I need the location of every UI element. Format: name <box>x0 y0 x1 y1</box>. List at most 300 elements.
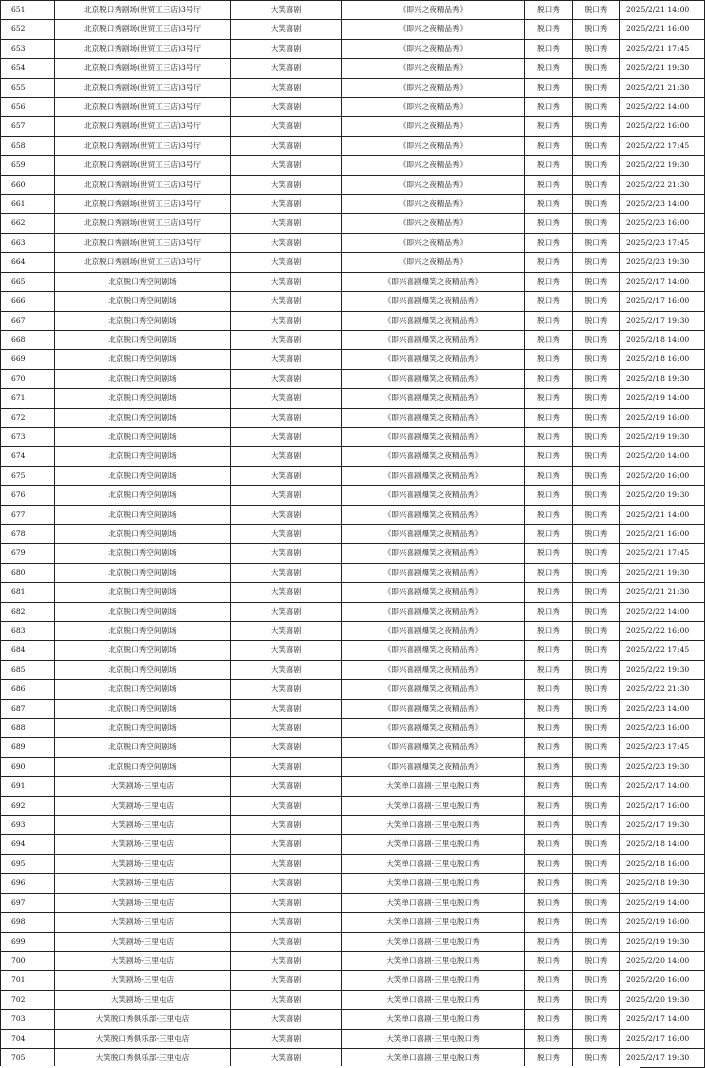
show-title-cell: 大笑单口喜剧·三里屯脱口秀 <box>342 874 525 893</box>
datetime-cell: 2025/2/17 14:00 <box>620 777 705 796</box>
subcategory-cell: 脱口秀 <box>573 893 620 912</box>
organizer-cell: 大笑喜剧 <box>231 486 342 505</box>
table-row <box>1 272 705 291</box>
organizer-cell: 大笑喜剧 <box>231 369 342 388</box>
table-row <box>1 369 705 388</box>
show-title-cell: 大笑单口喜剧·三里屯脱口秀 <box>342 893 525 912</box>
table-row <box>1 136 705 155</box>
show-title-cell: 《即兴喜剧爆笑之夜精品秀》 <box>342 466 525 485</box>
subcategory-cell: 脱口秀 <box>573 816 620 835</box>
organizer-cell: 大笑喜剧 <box>231 1029 342 1048</box>
subcategory-cell: 脱口秀 <box>573 835 620 854</box>
datetime-cell: 2025/2/21 17:45 <box>620 39 705 58</box>
row-number-cell: 670 <box>1 369 55 388</box>
show-title-cell: 《即兴之夜精品秀》 <box>342 233 525 252</box>
subcategory-cell: 脱口秀 <box>573 59 620 78</box>
row-number-cell: 675 <box>1 466 55 485</box>
organizer-cell: 大笑喜剧 <box>231 874 342 893</box>
subcategory-cell: 脱口秀 <box>573 641 620 660</box>
table-row <box>1 117 705 136</box>
show-title-cell: 大笑单口喜剧·三里屯脱口秀 <box>342 835 525 854</box>
venue-cell: 大笑剧场-三里屯店 <box>55 874 231 893</box>
subcategory-cell: 脱口秀 <box>573 233 620 252</box>
category-cell: 脱口秀 <box>525 505 573 524</box>
table-row <box>1 59 705 78</box>
subcategory-cell: 脱口秀 <box>573 350 620 369</box>
row-number-cell: 691 <box>1 777 55 796</box>
venue-cell: 北京脱口秀剧场(世贸工三店)3号厅 <box>55 39 231 58</box>
organizer-cell: 大笑喜剧 <box>231 990 342 1009</box>
row-number-cell: 662 <box>1 214 55 233</box>
row-number-cell: 652 <box>1 20 55 39</box>
table-row <box>1 1010 705 1029</box>
organizer-cell: 大笑喜剧 <box>231 39 342 58</box>
organizer-cell: 大笑喜剧 <box>231 563 342 582</box>
category-cell: 脱口秀 <box>525 757 573 776</box>
venue-cell: 大笑脱口秀俱乐部-三里屯店 <box>55 1010 231 1029</box>
subcategory-cell: 脱口秀 <box>573 660 620 679</box>
row-number-cell: 661 <box>1 195 55 214</box>
subcategory-cell: 脱口秀 <box>573 951 620 970</box>
venue-cell: 大笑剧场-三里屯店 <box>55 893 231 912</box>
row-number-cell: 688 <box>1 719 55 738</box>
row-number-cell: 677 <box>1 505 55 524</box>
venue-cell: 北京脱口秀剧场(世贸工三店)3号厅 <box>55 156 231 175</box>
category-cell: 脱口秀 <box>525 447 573 466</box>
datetime-cell: 2025/2/18 16:00 <box>620 350 705 369</box>
venue-cell: 北京脱口秀空间剧场 <box>55 544 231 563</box>
organizer-cell: 大笑喜剧 <box>231 233 342 252</box>
subcategory-cell: 脱口秀 <box>573 971 620 990</box>
category-cell: 脱口秀 <box>525 136 573 155</box>
table-row <box>1 913 705 932</box>
row-number-cell: 673 <box>1 427 55 446</box>
category-cell: 脱口秀 <box>525 20 573 39</box>
row-number-cell: 696 <box>1 874 55 893</box>
datetime-cell: 2025/2/21 17:45 <box>620 544 705 563</box>
datetime-cell: 2025/2/23 16:00 <box>620 214 705 233</box>
subcategory-cell: 脱口秀 <box>573 932 620 951</box>
venue-cell: 北京脱口秀剧场(世贸工三店)3号厅 <box>55 98 231 117</box>
venue-cell: 北京脱口秀空间剧场 <box>55 350 231 369</box>
subcategory-cell: 脱口秀 <box>573 214 620 233</box>
table-row <box>1 854 705 873</box>
datetime-cell: 2025/2/22 16:00 <box>620 622 705 641</box>
venue-cell: 大笑剧场-三里屯店 <box>55 835 231 854</box>
show-title-cell: 《即兴喜剧爆笑之夜精品秀》 <box>342 719 525 738</box>
row-number-cell: 679 <box>1 544 55 563</box>
category-cell: 脱口秀 <box>525 893 573 912</box>
subcategory-cell: 脱口秀 <box>573 78 620 97</box>
show-title-cell: 《即兴之夜精品秀》 <box>342 117 525 136</box>
row-number-cell: 683 <box>1 622 55 641</box>
organizer-cell: 大笑喜剧 <box>231 447 342 466</box>
row-number-cell: 699 <box>1 932 55 951</box>
organizer-cell: 大笑喜剧 <box>231 835 342 854</box>
subcategory-cell: 脱口秀 <box>573 98 620 117</box>
datetime-cell: 2025/2/21 14:00 <box>620 505 705 524</box>
show-title-cell: 《即兴之夜精品秀》 <box>342 59 525 78</box>
venue-cell: 北京脱口秀空间剧场 <box>55 699 231 718</box>
category-cell: 脱口秀 <box>525 330 573 349</box>
table-row <box>1 447 705 466</box>
venue-cell: 大笑剧场-三里屯店 <box>55 913 231 932</box>
organizer-cell: 大笑喜剧 <box>231 389 342 408</box>
subcategory-cell: 脱口秀 <box>573 1 620 20</box>
venue-cell: 北京脱口秀剧场(世贸工三店)3号厅 <box>55 136 231 155</box>
row-number-cell: 678 <box>1 524 55 543</box>
table-row <box>1 738 705 757</box>
show-title-cell: 《即兴喜剧爆笑之夜精品秀》 <box>342 544 525 563</box>
datetime-cell: 2025/2/22 14:00 <box>620 98 705 117</box>
venue-cell: 大笑脱口秀俱乐部-三里屯店 <box>55 1048 231 1067</box>
subcategory-cell: 脱口秀 <box>573 777 620 796</box>
table-row <box>1 389 705 408</box>
category-cell: 脱口秀 <box>525 1048 573 1067</box>
venue-cell: 北京脱口秀剧场(世贸工三店)3号厅 <box>55 195 231 214</box>
organizer-cell: 大笑喜剧 <box>231 1010 342 1029</box>
row-number-cell: 665 <box>1 272 55 291</box>
row-number-cell: 674 <box>1 447 55 466</box>
venue-cell: 北京脱口秀空间剧场 <box>55 505 231 524</box>
category-cell: 脱口秀 <box>525 854 573 873</box>
venue-cell: 大笑剧场-三里屯店 <box>55 796 231 815</box>
table-row <box>1 253 705 272</box>
table-row <box>1 330 705 349</box>
show-title-cell: 《即兴喜剧爆笑之夜精品秀》 <box>342 699 525 718</box>
category-cell: 脱口秀 <box>525 602 573 621</box>
show-title-cell: 大笑单口喜剧·三里屯脱口秀 <box>342 1048 525 1067</box>
category-cell: 脱口秀 <box>525 990 573 1009</box>
subcategory-cell: 脱口秀 <box>573 117 620 136</box>
category-cell: 脱口秀 <box>525 195 573 214</box>
show-title-cell: 《即兴喜剧爆笑之夜精品秀》 <box>342 738 525 757</box>
datetime-cell: 2025/2/22 17:45 <box>620 641 705 660</box>
table-row <box>1 486 705 505</box>
show-title-cell: 大笑单口喜剧·三里屯脱口秀 <box>342 932 525 951</box>
venue-cell: 北京脱口秀空间剧场 <box>55 563 231 582</box>
organizer-cell: 大笑喜剧 <box>231 272 342 291</box>
table-row <box>1 951 705 970</box>
venue-cell: 大笑剧场-三里屯店 <box>55 951 231 970</box>
row-number-cell: 687 <box>1 699 55 718</box>
subcategory-cell: 脱口秀 <box>573 272 620 291</box>
show-title-cell: 《即兴喜剧爆笑之夜精品秀》 <box>342 486 525 505</box>
row-number-cell: 705 <box>1 1048 55 1067</box>
category-cell: 脱口秀 <box>525 1 573 20</box>
table-row <box>1 20 705 39</box>
category-cell: 脱口秀 <box>525 835 573 854</box>
subcategory-cell: 脱口秀 <box>573 447 620 466</box>
category-cell: 脱口秀 <box>525 427 573 446</box>
subcategory-cell: 脱口秀 <box>573 389 620 408</box>
show-title-cell: 《即兴喜剧爆笑之夜精品秀》 <box>342 447 525 466</box>
organizer-cell: 大笑喜剧 <box>231 971 342 990</box>
show-title-cell: 大笑单口喜剧·三里屯脱口秀 <box>342 816 525 835</box>
table-row <box>1 311 705 330</box>
category-cell: 脱口秀 <box>525 98 573 117</box>
subcategory-cell: 脱口秀 <box>573 1010 620 1029</box>
row-number-cell: 698 <box>1 913 55 932</box>
category-cell: 脱口秀 <box>525 59 573 78</box>
organizer-cell: 大笑喜剧 <box>231 195 342 214</box>
row-number-cell: 663 <box>1 233 55 252</box>
datetime-cell: 2025/2/18 14:00 <box>620 835 705 854</box>
organizer-cell: 大笑喜剧 <box>231 699 342 718</box>
table-row <box>1 641 705 660</box>
row-number-cell: 653 <box>1 39 55 58</box>
table-row <box>1 816 705 835</box>
datetime-cell: 2025/2/21 16:00 <box>620 20 705 39</box>
category-cell: 脱口秀 <box>525 311 573 330</box>
datetime-cell: 2025/2/22 19:30 <box>620 660 705 679</box>
table-row <box>1 796 705 815</box>
subcategory-cell: 脱口秀 <box>573 505 620 524</box>
category-cell: 脱口秀 <box>525 253 573 272</box>
subcategory-cell: 脱口秀 <box>573 544 620 563</box>
organizer-cell: 大笑喜剧 <box>231 1 342 20</box>
organizer-cell: 大笑喜剧 <box>231 913 342 932</box>
organizer-cell: 大笑喜剧 <box>231 466 342 485</box>
datetime-cell: 2025/2/21 16:00 <box>620 524 705 543</box>
venue-cell: 北京脱口秀空间剧场 <box>55 660 231 679</box>
subcategory-cell: 脱口秀 <box>573 563 620 582</box>
organizer-cell: 大笑喜剧 <box>231 932 342 951</box>
category-cell: 脱口秀 <box>525 544 573 563</box>
show-title-cell: 《即兴喜剧爆笑之夜精品秀》 <box>342 563 525 582</box>
category-cell: 脱口秀 <box>525 117 573 136</box>
subcategory-cell: 脱口秀 <box>573 757 620 776</box>
subcategory-cell: 脱口秀 <box>573 136 620 155</box>
category-cell: 脱口秀 <box>525 680 573 699</box>
venue-cell: 北京脱口秀空间剧场 <box>55 408 231 427</box>
show-title-cell: 《即兴喜剧爆笑之夜精品秀》 <box>342 350 525 369</box>
table-row <box>1 214 705 233</box>
row-number-cell: 694 <box>1 835 55 854</box>
organizer-cell: 大笑喜剧 <box>231 350 342 369</box>
table-row <box>1 680 705 699</box>
show-title-cell: 《即兴之夜精品秀》 <box>342 156 525 175</box>
row-number-cell: 676 <box>1 486 55 505</box>
row-number-cell: 654 <box>1 59 55 78</box>
table-row <box>1 835 705 854</box>
category-cell: 脱口秀 <box>525 583 573 602</box>
datetime-cell: 2025/2/18 19:30 <box>620 369 705 388</box>
table-row <box>1 874 705 893</box>
subcategory-cell: 脱口秀 <box>573 175 620 194</box>
subcategory-cell: 脱口秀 <box>573 913 620 932</box>
datetime-cell: 2025/2/17 14:00 <box>620 1010 705 1029</box>
show-title-cell: 大笑单口喜剧·三里屯脱口秀 <box>342 1010 525 1029</box>
organizer-cell: 大笑喜剧 <box>231 1048 342 1067</box>
category-cell: 脱口秀 <box>525 466 573 485</box>
datetime-cell: 2025/2/21 21:30 <box>620 583 705 602</box>
show-title-cell: 《即兴喜剧爆笑之夜精品秀》 <box>342 583 525 602</box>
row-number-cell: 659 <box>1 156 55 175</box>
venue-cell: 北京脱口秀剧场(世贸工三店)3号厅 <box>55 253 231 272</box>
organizer-cell: 大笑喜剧 <box>231 524 342 543</box>
datetime-cell: 2025/2/17 19:30 <box>620 816 705 835</box>
table-row <box>1 505 705 524</box>
show-title-cell: 《即兴喜剧爆笑之夜精品秀》 <box>342 311 525 330</box>
show-title-cell: 《即兴喜剧爆笑之夜精品秀》 <box>342 660 525 679</box>
subcategory-cell: 脱口秀 <box>573 680 620 699</box>
venue-cell: 北京脱口秀剧场(世贸工三店)3号厅 <box>55 1 231 20</box>
show-title-cell: 《即兴之夜精品秀》 <box>342 1 525 20</box>
show-title-cell: 大笑单口喜剧·三里屯脱口秀 <box>342 796 525 815</box>
organizer-cell: 大笑喜剧 <box>231 602 342 621</box>
row-number-cell: 671 <box>1 389 55 408</box>
datetime-cell: 2025/2/19 19:30 <box>620 427 705 446</box>
table-row <box>1 1029 705 1048</box>
category-cell: 脱口秀 <box>525 350 573 369</box>
datetime-cell: 2025/2/23 17:45 <box>620 738 705 757</box>
show-title-cell: 《即兴喜剧爆笑之夜精品秀》 <box>342 389 525 408</box>
show-title-cell: 《即兴喜剧爆笑之夜精品秀》 <box>342 524 525 543</box>
venue-cell: 北京脱口秀空间剧场 <box>55 466 231 485</box>
show-title-cell: 《即兴喜剧爆笑之夜精品秀》 <box>342 330 525 349</box>
table-row <box>1 156 705 175</box>
datetime-cell: 2025/2/17 16:00 <box>620 292 705 311</box>
organizer-cell: 大笑喜剧 <box>231 660 342 679</box>
category-cell: 脱口秀 <box>525 524 573 543</box>
venue-cell: 北京脱口秀剧场(世贸工三店)3号厅 <box>55 78 231 97</box>
datetime-cell: 2025/2/17 19:30 <box>620 311 705 330</box>
datetime-cell: 2025/2/17 14:00 <box>620 272 705 291</box>
show-title-cell: 大笑单口喜剧·三里屯脱口秀 <box>342 854 525 873</box>
organizer-cell: 大笑喜剧 <box>231 156 342 175</box>
datetime-cell: 2025/2/22 19:30 <box>620 156 705 175</box>
venue-cell: 北京脱口秀空间剧场 <box>55 719 231 738</box>
show-title-cell: 大笑单口喜剧·三里屯脱口秀 <box>342 913 525 932</box>
table-row <box>1 175 705 194</box>
venue-cell: 北京脱口秀剧场(世贸工三店)3号厅 <box>55 175 231 194</box>
table-row <box>1 699 705 718</box>
organizer-cell: 大笑喜剧 <box>231 136 342 155</box>
datetime-cell: 2025/2/22 14:00 <box>620 602 705 621</box>
table-row <box>1 98 705 117</box>
organizer-cell: 大笑喜剧 <box>231 117 342 136</box>
table-row <box>1 893 705 912</box>
organizer-cell: 大笑喜剧 <box>231 175 342 194</box>
table-row <box>1 757 705 776</box>
venue-cell: 北京脱口秀空间剧场 <box>55 272 231 291</box>
organizer-cell: 大笑喜剧 <box>231 214 342 233</box>
show-title-cell: 大笑单口喜剧·三里屯脱口秀 <box>342 951 525 970</box>
row-number-cell: 685 <box>1 660 55 679</box>
show-title-cell: 《即兴喜剧爆笑之夜精品秀》 <box>342 272 525 291</box>
organizer-cell: 大笑喜剧 <box>231 78 342 97</box>
category-cell: 脱口秀 <box>525 1010 573 1029</box>
organizer-cell: 大笑喜剧 <box>231 757 342 776</box>
row-number-cell: 697 <box>1 893 55 912</box>
show-title-cell: 大笑单口喜剧·三里屯脱口秀 <box>342 777 525 796</box>
category-cell: 脱口秀 <box>525 408 573 427</box>
venue-cell: 北京脱口秀空间剧场 <box>55 622 231 641</box>
datetime-cell: 2025/2/23 19:30 <box>620 253 705 272</box>
row-number-cell: 704 <box>1 1029 55 1048</box>
organizer-cell: 大笑喜剧 <box>231 427 342 446</box>
table-row <box>1 1 705 20</box>
row-number-cell: 666 <box>1 292 55 311</box>
row-number-cell: 655 <box>1 78 55 97</box>
row-number-cell: 668 <box>1 330 55 349</box>
datetime-cell: 2025/2/21 19:30 <box>620 59 705 78</box>
venue-cell: 北京脱口秀空间剧场 <box>55 524 231 543</box>
row-number-cell: 656 <box>1 98 55 117</box>
datetime-cell: 2025/2/18 16:00 <box>620 854 705 873</box>
organizer-cell: 大笑喜剧 <box>231 951 342 970</box>
table-row <box>1 777 705 796</box>
venue-cell: 北京脱口秀空间剧场 <box>55 738 231 757</box>
row-number-cell: 695 <box>1 854 55 873</box>
organizer-cell: 大笑喜剧 <box>231 738 342 757</box>
table-row <box>1 408 705 427</box>
show-title-cell: 《即兴之夜精品秀》 <box>342 39 525 58</box>
datetime-cell: 2025/2/18 19:30 <box>620 874 705 893</box>
row-number-cell: 667 <box>1 311 55 330</box>
subcategory-cell: 脱口秀 <box>573 622 620 641</box>
table-row <box>1 971 705 990</box>
show-title-cell: 《即兴喜剧爆笑之夜精品秀》 <box>342 505 525 524</box>
category-cell: 脱口秀 <box>525 874 573 893</box>
subcategory-cell: 脱口秀 <box>573 20 620 39</box>
venue-cell: 北京脱口秀空间剧场 <box>55 292 231 311</box>
venue-cell: 北京脱口秀空间剧场 <box>55 583 231 602</box>
category-cell: 脱口秀 <box>525 699 573 718</box>
row-number-cell: 703 <box>1 1010 55 1029</box>
category-cell: 脱口秀 <box>525 719 573 738</box>
subcategory-cell: 脱口秀 <box>573 874 620 893</box>
show-title-cell: 《即兴喜剧爆笑之夜精品秀》 <box>342 641 525 660</box>
datetime-cell: 2025/2/19 16:00 <box>620 408 705 427</box>
venue-cell: 北京脱口秀空间剧场 <box>55 447 231 466</box>
organizer-cell: 大笑喜剧 <box>231 796 342 815</box>
subcategory-cell: 脱口秀 <box>573 796 620 815</box>
datetime-cell: 2025/2/17 16:00 <box>620 796 705 815</box>
show-title-cell: 《即兴喜剧爆笑之夜精品秀》 <box>342 622 525 641</box>
show-title-cell: 《即兴喜剧爆笑之夜精品秀》 <box>342 602 525 621</box>
datetime-cell: 2025/2/19 14:00 <box>620 389 705 408</box>
category-cell: 脱口秀 <box>525 156 573 175</box>
organizer-cell: 大笑喜剧 <box>231 98 342 117</box>
category-cell: 脱口秀 <box>525 563 573 582</box>
subcategory-cell: 脱口秀 <box>573 311 620 330</box>
row-number-cell: 690 <box>1 757 55 776</box>
venue-cell: 北京脱口秀空间剧场 <box>55 427 231 446</box>
subcategory-cell: 脱口秀 <box>573 699 620 718</box>
venue-cell: 大笑剧场-三里屯店 <box>55 816 231 835</box>
row-number-cell: 658 <box>1 136 55 155</box>
show-title-cell: 《即兴之夜精品秀》 <box>342 20 525 39</box>
show-title-cell: 《即兴之夜精品秀》 <box>342 98 525 117</box>
venue-cell: 大笑剧场-三里屯店 <box>55 854 231 873</box>
subcategory-cell: 脱口秀 <box>573 524 620 543</box>
table-row <box>1 990 705 1009</box>
organizer-cell: 大笑喜剧 <box>231 719 342 738</box>
row-number-cell: 681 <box>1 583 55 602</box>
organizer-cell: 大笑喜剧 <box>231 311 342 330</box>
subcategory-cell: 脱口秀 <box>573 292 620 311</box>
venue-cell: 北京脱口秀空间剧场 <box>55 641 231 660</box>
venue-cell: 北京脱口秀空间剧场 <box>55 757 231 776</box>
venue-cell: 北京脱口秀空间剧场 <box>55 369 231 388</box>
row-number-cell: 692 <box>1 796 55 815</box>
category-cell: 脱口秀 <box>525 816 573 835</box>
table-row <box>1 1048 705 1067</box>
venue-cell: 北京脱口秀空间剧场 <box>55 486 231 505</box>
venue-cell: 大笑脱口秀俱乐部-三里屯店 <box>55 1029 231 1048</box>
